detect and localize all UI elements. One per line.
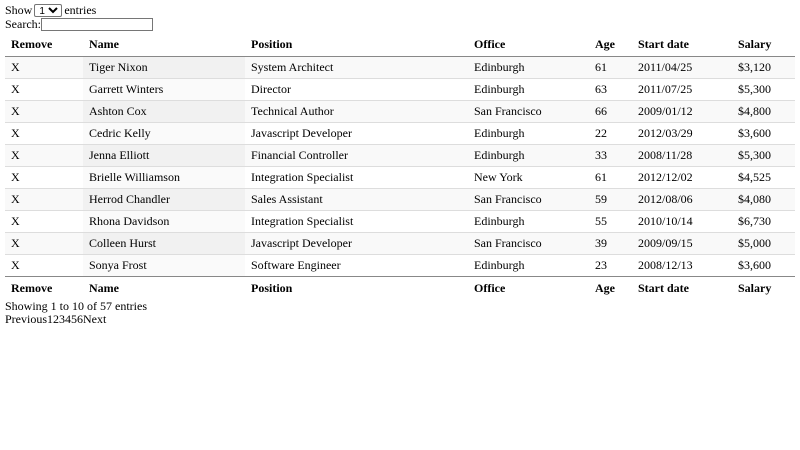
cell-name: Herrod Chandler <box>83 189 245 211</box>
column-header-name[interactable]: Name <box>83 33 245 57</box>
cell-name: Rhona Davidson <box>83 211 245 233</box>
entries-per-page-select[interactable] <box>34 4 62 17</box>
table-row <box>5 189 795 211</box>
cell-salary: $3,600 <box>732 123 795 145</box>
table-row <box>5 167 795 189</box>
table-footer <box>5 277 795 300</box>
cell-salary: $5,300 <box>732 145 795 167</box>
cell-age: 55 <box>589 211 632 233</box>
cell-name: Colleen Hurst <box>83 233 245 255</box>
cell-office: Edinburgh <box>468 57 589 79</box>
cell-start-date: 2008/11/28 <box>632 145 732 167</box>
cell-office: Edinburgh <box>468 123 589 145</box>
table-row <box>5 211 795 233</box>
table-header <box>5 33 795 57</box>
table-row <box>5 145 795 167</box>
remove-row-button[interactable]: X <box>5 79 83 101</box>
column-footer-start-date[interactable]: Start date <box>632 277 732 300</box>
cell-start-date: 2009/01/12 <box>632 101 732 123</box>
table-row <box>5 123 795 145</box>
entries-length-control <box>5 4 795 17</box>
cell-start-date: 2011/04/25 <box>632 57 732 79</box>
page-3-button[interactable]: 3 <box>59 312 65 326</box>
cell-age: 39 <box>589 233 632 255</box>
search-control <box>5 18 795 31</box>
cell-office: Edinburgh <box>468 255 589 277</box>
cell-age: 22 <box>589 123 632 145</box>
remove-row-button[interactable]: X <box>5 145 83 167</box>
length-suffix-label: entries <box>64 3 97 17</box>
cell-start-date: 2012/08/06 <box>632 189 732 211</box>
employees-table <box>5 33 795 299</box>
remove-row-button[interactable]: X <box>5 211 83 233</box>
remove-row-button[interactable]: X <box>5 255 83 277</box>
cell-position: Integration Specialist <box>245 211 468 233</box>
cell-salary: $6,730 <box>732 211 795 233</box>
remove-row-button[interactable]: X <box>5 123 83 145</box>
cell-salary: $5,300 <box>732 79 795 101</box>
page-1-button[interactable]: 1 <box>47 312 53 326</box>
cell-name: Cedric Kelly <box>83 123 245 145</box>
cell-age: 61 <box>589 57 632 79</box>
cell-name: Brielle Williamson <box>83 167 245 189</box>
cell-start-date: 2009/09/15 <box>632 233 732 255</box>
remove-row-button[interactable]: X <box>5 233 83 255</box>
column-footer-age[interactable]: Age <box>589 277 632 300</box>
remove-row-button[interactable]: X <box>5 101 83 123</box>
cell-position: Sales Assistant <box>245 189 468 211</box>
cell-office: San Francisco <box>468 233 589 255</box>
remove-row-button[interactable]: X <box>5 167 83 189</box>
column-header-office[interactable]: Office <box>468 33 589 57</box>
column-footer-remove[interactable]: Remove <box>5 277 83 300</box>
cell-start-date: 2012/12/02 <box>632 167 732 189</box>
table-row <box>5 101 795 123</box>
cell-salary: $5,000 <box>732 233 795 255</box>
cell-start-date: 2010/10/14 <box>632 211 732 233</box>
cell-salary: $4,525 <box>732 167 795 189</box>
table-row <box>5 233 795 255</box>
cell-age: 59 <box>589 189 632 211</box>
cell-position: Javascript Developer <box>245 233 468 255</box>
cell-start-date: 2008/12/13 <box>632 255 732 277</box>
search-input[interactable] <box>41 18 153 31</box>
cell-position: Javascript Developer <box>245 123 468 145</box>
cell-start-date: 2011/07/25 <box>632 79 732 101</box>
cell-salary: $4,080 <box>732 189 795 211</box>
previous-page-button[interactable]: Previous <box>5 312 47 326</box>
cell-office: San Francisco <box>468 189 589 211</box>
cell-name: Garrett Winters <box>83 79 245 101</box>
page-6-button[interactable]: 6 <box>77 312 83 326</box>
column-footer-position[interactable]: Position <box>245 277 468 300</box>
cell-salary: $3,600 <box>732 255 795 277</box>
page-5-button[interactable]: 5 <box>71 312 77 326</box>
cell-position: Integration Specialist <box>245 167 468 189</box>
cell-office: Edinburgh <box>468 211 589 233</box>
column-header-start-date[interactable]: Start date <box>632 33 732 57</box>
page-4-button[interactable]: 4 <box>65 312 71 326</box>
remove-row-button[interactable]: X <box>5 189 83 211</box>
cell-position: Software Engineer <box>245 255 468 277</box>
table-info: Showing 1 to 10 of 57 entries <box>5 299 147 313</box>
cell-age: 66 <box>589 101 632 123</box>
cell-position: Technical Author <box>245 101 468 123</box>
cell-name: Sonya Frost <box>83 255 245 277</box>
column-footer-name[interactable]: Name <box>83 277 245 300</box>
pagination <box>5 313 795 326</box>
remove-row-button[interactable]: X <box>5 57 83 79</box>
cell-salary: $4,800 <box>732 101 795 123</box>
cell-position: Director <box>245 79 468 101</box>
cell-name: Jenna Elliott <box>83 145 245 167</box>
cell-office: New York <box>468 167 589 189</box>
table-body <box>5 57 795 277</box>
column-header-position[interactable]: Position <box>245 33 468 57</box>
table-row <box>5 255 795 277</box>
cell-position: System Architect <box>245 57 468 79</box>
cell-office: San Francisco <box>468 101 589 123</box>
cell-start-date: 2012/03/29 <box>632 123 732 145</box>
cell-office: Edinburgh <box>468 79 589 101</box>
next-page-button[interactable]: Next <box>83 312 107 326</box>
column-footer-salary[interactable]: Salary <box>732 277 795 300</box>
column-header-remove[interactable]: Remove <box>5 33 83 57</box>
cell-name: Tiger Nixon <box>83 57 245 79</box>
cell-age: 23 <box>589 255 632 277</box>
page-2-button[interactable]: 2 <box>53 312 59 326</box>
cell-name: Ashton Cox <box>83 101 245 123</box>
search-label: Search: <box>5 17 41 31</box>
column-header-age[interactable]: Age <box>589 33 632 57</box>
cell-salary: $3,120 <box>732 57 795 79</box>
length-prefix-label: Show <box>5 3 33 17</box>
cell-age: 33 <box>589 145 632 167</box>
cell-age: 63 <box>589 79 632 101</box>
cell-age: 61 <box>589 167 632 189</box>
cell-position: Financial Controller <box>245 145 468 167</box>
column-header-salary[interactable]: Salary <box>732 33 795 57</box>
table-row <box>5 79 795 101</box>
column-footer-office[interactable]: Office <box>468 277 589 300</box>
table-row <box>5 57 795 79</box>
cell-office: Edinburgh <box>468 145 589 167</box>
